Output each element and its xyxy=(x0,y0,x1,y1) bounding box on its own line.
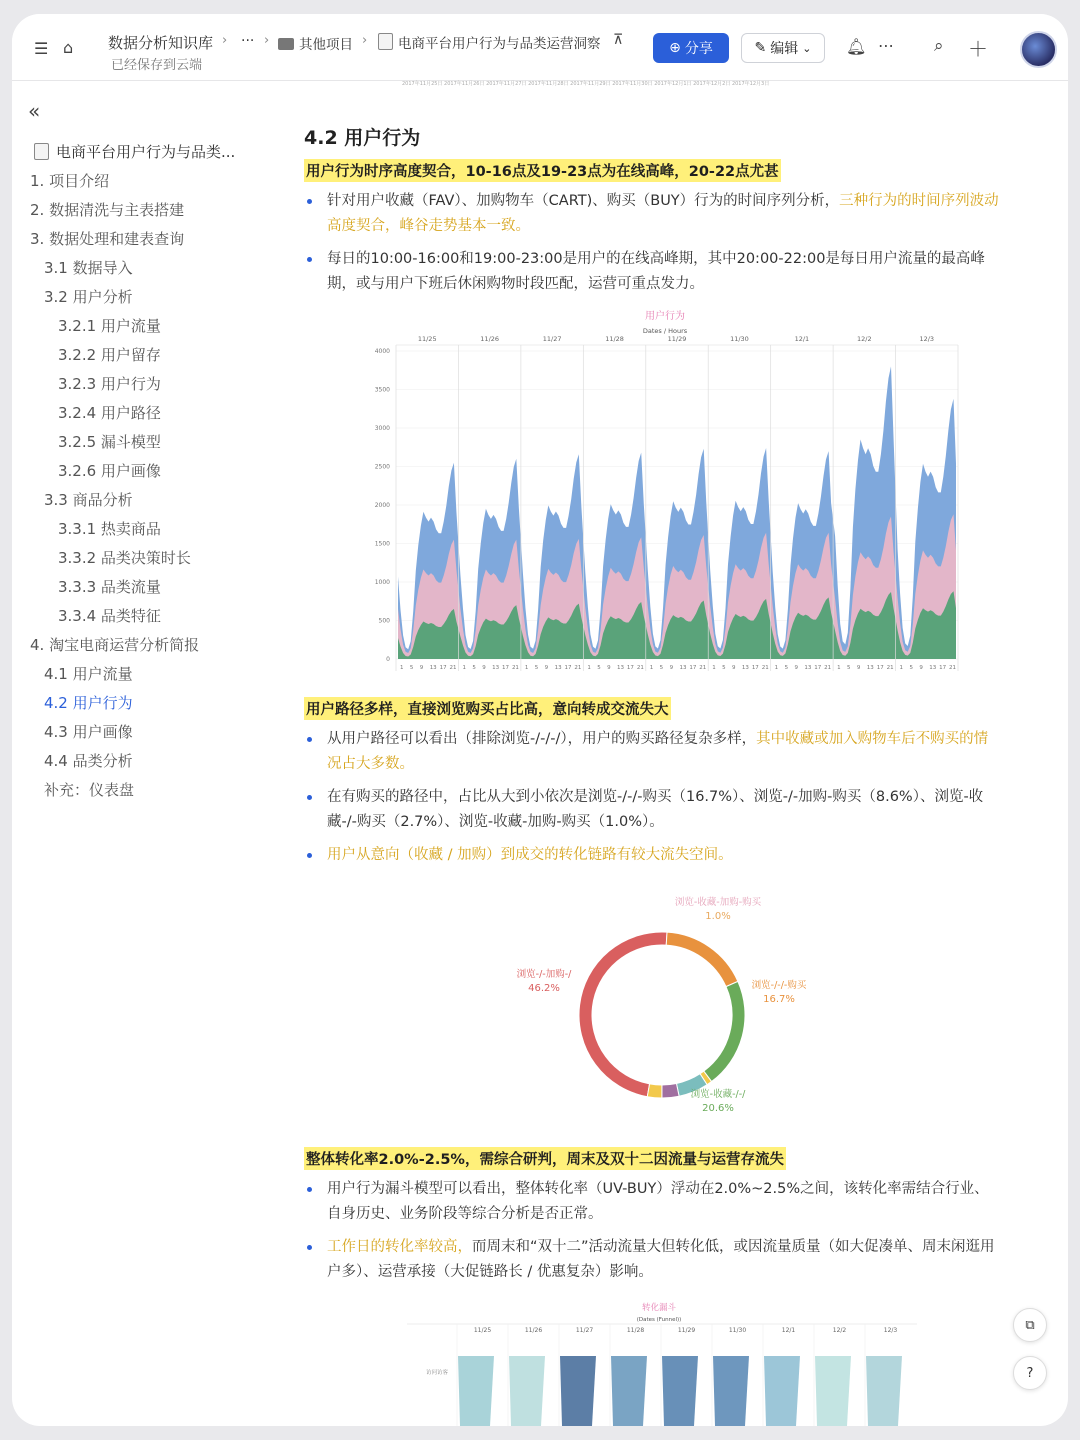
more-icon[interactable]: ⋯ xyxy=(878,36,894,55)
previous-chart-axis-strip: 2017年11月25日 2017年11月26日 2017年11月27日 2017年11月28日 2017年11月29日 2017年11月30日 2017年12月1日 2017年12月2日 2017年12月3日 xyxy=(402,81,770,87)
hour-tick-label: 17 xyxy=(564,665,572,671)
toc-item[interactable]: 3.2.6 用户画像 xyxy=(58,462,161,480)
hour-tick-label: 9 xyxy=(856,665,861,671)
edit-button[interactable] xyxy=(741,33,825,63)
y-tick-label: 2000 xyxy=(374,502,390,509)
bullet-item xyxy=(302,785,1002,835)
bullet-text: 在有购买的路径中，占比从大到小依次是浏览-/-/-购买（16.7%）、浏览-/-加购-购买（8.6%）、浏览-收藏-/-购买（2.7%）、浏览-收藏-加购-购买（1.0%）。 xyxy=(327,789,984,830)
hour-tick-label: 1 xyxy=(587,665,591,671)
hour-tick-label: 5 xyxy=(722,665,726,671)
hour-tick-label: 21 xyxy=(761,665,769,671)
breadcrumb-folder[interactable] xyxy=(278,33,353,53)
donut-slice xyxy=(662,1083,679,1098)
bullet-item xyxy=(302,1235,1002,1285)
hour-tick-label: 13 xyxy=(492,665,500,671)
y-tick-label: 500 xyxy=(378,617,390,625)
toc-item[interactable]: 4.2 用户行为 xyxy=(44,694,133,712)
donut-slice xyxy=(666,932,738,986)
save-status: 已经保存到云端 xyxy=(111,58,203,73)
sidebar-toc xyxy=(12,81,274,1426)
toc-item[interactable]: 4.4 品类分析 xyxy=(44,752,133,770)
bullet-text: 用户行为漏斗模型可以看出，整体转化率（UV-BUY）浮动在2.0%~2.5%之间，该转化率需结合行业、自身历史、业务阶段等综合分析是否正常。 xyxy=(327,1181,989,1222)
hour-tick-label: 17 xyxy=(502,665,510,671)
section-heading: 4.2 用户行为 xyxy=(304,127,421,149)
breadcrumb-doc-label: 电商平台用户行为与品类运营洞察 xyxy=(398,36,601,52)
x-category-label: 11/30 xyxy=(728,1327,747,1334)
toc-item[interactable]: 3.2 用户分析 xyxy=(44,288,133,306)
share-button[interactable] xyxy=(653,33,729,63)
hour-tick-label: 9 xyxy=(794,665,798,671)
funnel-bar xyxy=(815,1356,851,1426)
bullet-text: 从用户路径可以看出（排除浏览-/-/-/），用户的购买路径复杂多样， xyxy=(327,731,757,747)
toc-item[interactable]: 3.2.2 用户留存 xyxy=(58,346,161,364)
chevron-right-icon: › xyxy=(362,33,368,48)
hour-tick-label: 21 xyxy=(636,665,644,671)
top-bar xyxy=(12,14,1068,81)
hour-tick-label: 1 xyxy=(649,665,654,671)
chevron-right-icon: › xyxy=(222,33,228,48)
x-category-label: 12/3 xyxy=(919,335,935,343)
y-tick-label: 4000 xyxy=(374,348,390,355)
toc-item[interactable]: 3.2.4 用户路径 xyxy=(58,404,161,422)
hour-tick-label: 5 xyxy=(472,665,476,671)
funnel-bar xyxy=(764,1356,800,1426)
breadcrumb-doc[interactable] xyxy=(378,32,601,52)
toc-item[interactable]: 2. 数据清洗与主表搭建 xyxy=(30,201,185,219)
row-label: 访问访客 xyxy=(425,1370,449,1376)
funnel-bar xyxy=(662,1356,698,1426)
hour-tick-label: 21 xyxy=(824,665,832,671)
copy-link-icon[interactable]: ⧉ xyxy=(1013,1308,1047,1342)
collapse-sidebar-icon[interactable]: « xyxy=(28,99,41,123)
chart-subtitle: (Dates (Funnel)) xyxy=(636,1317,682,1323)
sidebar-toggle-icon[interactable]: ☰ xyxy=(34,39,49,58)
folder-icon xyxy=(278,38,294,50)
chart-subtitle: Dates / Hours xyxy=(642,327,688,335)
y-tick-label: 3500 xyxy=(374,386,390,394)
y-tick-label: 1500 xyxy=(374,540,390,548)
x-category-label: 11/28 xyxy=(626,1327,645,1334)
help-icon[interactable]: ? xyxy=(1013,1356,1047,1390)
hour-tick-label: 13 xyxy=(866,665,874,671)
hour-tick-label: 5 xyxy=(909,665,913,671)
funnel-bar xyxy=(713,1356,749,1426)
highlight-title-3: 整体转化率2.0%-2.5%，需综合研判，周末及双十二因流量与运营存流失 xyxy=(304,1147,786,1170)
y-tick-label: 2500 xyxy=(374,463,390,471)
toc-item[interactable]: 3.2.1 用户流量 xyxy=(58,317,161,335)
slice-value-label: 20.6% xyxy=(702,1103,734,1114)
hour-tick-label: 21 xyxy=(886,665,894,671)
hour-tick-label: 17 xyxy=(939,665,947,671)
bullet-text: 而周末和“双十二”活动流量大但转化低，或因流量质量（如大促凑单、周末闲逛用户多）、运营承接（大促链路长 / 优惠复杂）影响。 xyxy=(327,1239,995,1280)
hour-tick-label: 17 xyxy=(814,665,822,671)
hour-tick-label: 5 xyxy=(659,665,664,671)
x-category-label: 11/26 xyxy=(524,1327,543,1334)
hour-tick-label: 9 xyxy=(544,665,549,671)
hour-tick-label: 9 xyxy=(482,665,486,671)
donut-slice xyxy=(579,932,667,1097)
toc-item[interactable]: 4. 淘宝电商运营分析简报 xyxy=(30,636,200,654)
hour-tick-label: 1 xyxy=(462,665,466,671)
hour-tick-label: 1 xyxy=(524,665,529,671)
breadcrumb-ellipsis[interactable]: ··· xyxy=(241,33,255,49)
hour-tick-label: 17 xyxy=(689,665,697,671)
toc-item[interactable]: 3.1 数据导入 xyxy=(44,259,133,277)
pencil-icon: ✎ xyxy=(754,40,767,56)
hour-tick-label: 13 xyxy=(679,665,687,671)
hour-tick-label: 21 xyxy=(949,665,957,671)
search-icon[interactable]: ⌕ xyxy=(934,36,944,56)
bullet-item xyxy=(302,189,1002,239)
highlight-title-1: 用户行为时序高度契合，10-16点及19-23点为在线高峰，20-22点尤甚 xyxy=(304,159,781,182)
y-tick-label: 0 xyxy=(386,656,390,663)
hour-tick-label: 17 xyxy=(626,665,634,671)
funnel-bar xyxy=(458,1356,494,1426)
user-path-donut-chart xyxy=(497,889,827,1129)
toc-item[interactable]: 3. 数据处理和建表查询 xyxy=(30,230,185,248)
toc-doc-title[interactable]: 电商平台用户行为与品类... xyxy=(56,143,236,161)
chevron-right-icon: › xyxy=(264,33,270,48)
hour-tick-label: 17 xyxy=(751,665,759,671)
x-category-label: 11/26 xyxy=(480,335,500,343)
donut-slice xyxy=(647,1084,662,1098)
slice-label: 浏览-收藏-/-/ xyxy=(690,1089,746,1100)
bullet-highlight-text: 其中收藏或加入购物车后不购买的情况占大多数。 xyxy=(327,731,989,772)
toc-item[interactable]: 3.3.2 品类决策时长 xyxy=(58,549,191,567)
x-category-label: 12/3 xyxy=(883,1327,898,1334)
hour-tick-label: 17 xyxy=(876,665,884,671)
hour-tick-label: 9 xyxy=(919,665,923,671)
hour-tick-label: 13 xyxy=(804,665,812,671)
hour-tick-label: 21 xyxy=(574,665,582,671)
hour-tick-label: 5 xyxy=(409,665,414,671)
x-category-label: 11/30 xyxy=(730,335,749,343)
add-icon[interactable]: ＋ xyxy=(968,37,988,61)
share-label: 分享 xyxy=(684,41,713,57)
slice-label: 浏览-/-/-购买 xyxy=(751,980,807,991)
hour-tick-label: 9 xyxy=(732,665,736,671)
conversion-funnel-chart xyxy=(397,1296,917,1426)
funnel-bar xyxy=(509,1356,545,1426)
hour-tick-label: 21 xyxy=(699,665,707,671)
toc-item[interactable]: 3.3 商品分析 xyxy=(44,491,133,509)
avatar[interactable] xyxy=(1020,31,1057,68)
x-category-label: 11/27 xyxy=(575,1327,594,1334)
bullet-text: 每日的10:00-16:00和19:00-23:00是用户的在线高峰期，其中20:00-22:00是每日用户流量的最高峰期，或与用户下班后休闲购物时段匹配，运营可重点发力。 xyxy=(327,251,985,292)
bullet-item xyxy=(302,1177,1002,1227)
x-category-label: 12/2 xyxy=(832,1327,847,1334)
hour-tick-label: 5 xyxy=(847,665,851,671)
hour-tick-label: 5 xyxy=(534,665,539,671)
toc-item[interactable]: 3.3.4 品类特征 xyxy=(58,607,161,625)
bullet-item xyxy=(302,843,1002,868)
x-category-label: 11/28 xyxy=(605,335,624,343)
chart-title: 用户行为 xyxy=(645,311,685,322)
globe-icon: ⊕ xyxy=(669,40,681,56)
hour-tick-label: 13 xyxy=(741,665,749,671)
document-icon xyxy=(34,143,49,160)
hour-tick-label: 1 xyxy=(400,665,404,671)
hour-tick-label: 1 xyxy=(899,665,904,671)
hour-tick-label: 5 xyxy=(597,665,601,671)
x-category-label: 12/2 xyxy=(857,335,872,343)
bullet-item xyxy=(302,727,1002,777)
hour-tick-label: 13 xyxy=(929,665,937,671)
user-behavior-area-chart xyxy=(352,309,962,677)
x-category-label: 11/27 xyxy=(542,335,562,343)
hour-tick-label: 13 xyxy=(429,665,437,671)
hour-tick-label: 17 xyxy=(439,665,447,671)
document-icon xyxy=(378,33,393,50)
hour-tick-label: 9 xyxy=(419,665,424,671)
toc-item[interactable]: 3.3.3 品类流量 xyxy=(58,578,161,596)
hour-tick-label: 21 xyxy=(449,665,457,671)
x-category-label: 12/1 xyxy=(781,1327,796,1334)
funnel-bar xyxy=(560,1356,596,1426)
hour-tick-label: 1 xyxy=(712,665,716,671)
x-category-label: 11/29 xyxy=(667,335,687,343)
slice-label: 浏览-/-加购-/ xyxy=(516,969,572,980)
toc-item[interactable]: 补充：仪表盘 xyxy=(44,781,135,799)
edit-label: 编辑 xyxy=(770,41,799,57)
x-category-label: 11/25 xyxy=(473,1327,492,1334)
toc-item[interactable]: 4.3 用户画像 xyxy=(44,723,133,741)
hour-tick-label: 1 xyxy=(774,665,779,671)
toc-item[interactable]: 3.3.1 热卖商品 xyxy=(58,520,161,538)
home-icon[interactable]: ⌂ xyxy=(63,38,74,57)
hour-tick-label: 5 xyxy=(784,665,789,671)
x-category-label: 11/25 xyxy=(417,335,437,343)
funnel-bar xyxy=(611,1356,647,1426)
toc-item[interactable]: 3.2.5 漏斗模型 xyxy=(58,433,161,451)
slice-value-label: 46.2% xyxy=(528,983,560,994)
hour-tick-label: 9 xyxy=(607,665,611,671)
hour-tick-label: 13 xyxy=(554,665,562,671)
toc-item[interactable]: 1. 项目介绍 xyxy=(30,172,110,190)
bullet-highlight-text: 工作日的转化率较高， xyxy=(327,1239,472,1255)
pin-icon[interactable]: ⊼ xyxy=(613,32,624,48)
hour-tick-label: 9 xyxy=(669,665,674,671)
bullet-item xyxy=(302,247,1002,297)
toc-item[interactable]: 3.2.3 用户行为 xyxy=(58,375,161,393)
breadcrumb-kb[interactable]: 数据分析知识库 xyxy=(108,34,214,52)
chart-title: 转化漏斗 xyxy=(641,1303,677,1313)
bell-icon[interactable]: 🔔︎ xyxy=(846,37,867,56)
x-category-label: 11/29 xyxy=(677,1327,696,1334)
chevron-down-icon: ⌄ xyxy=(802,41,812,55)
bullet-highlight-text: 用户从意向（收藏 / 加购）到成交的转化链路有较大流失空间。 xyxy=(327,847,733,863)
toc-item[interactable]: 4.1 用户流量 xyxy=(44,665,133,683)
bullet-text: 针对用户收藏（FAV）、加购物车（CART)、购买（BUY）行为的时间序列分析， xyxy=(327,193,840,209)
y-tick-label: 1000 xyxy=(374,579,390,586)
donut-slice xyxy=(704,981,745,1081)
highlight-title-2: 用户路径多样，直接浏览购买占比高，意向转成交流失大 xyxy=(304,697,671,720)
hour-tick-label: 13 xyxy=(617,665,625,671)
app-window xyxy=(12,14,1068,1426)
slice-value-label: 1.0% xyxy=(705,911,731,922)
hour-tick-label: 21 xyxy=(511,665,519,671)
bullet-highlight-text: 三种行为的时间序列波动高度契合，峰谷走势基本一致。 xyxy=(327,193,999,234)
breadcrumb-folder-label: 其他项目 xyxy=(299,37,353,53)
slice-value-label: 16.7% xyxy=(763,994,795,1005)
hour-tick-label: 1 xyxy=(837,665,841,671)
y-tick-label: 3000 xyxy=(374,425,390,432)
x-category-label: 12/1 xyxy=(794,335,810,343)
slice-label: 浏览-收藏-加购-购买 xyxy=(674,897,762,908)
funnel-bar xyxy=(866,1356,902,1426)
